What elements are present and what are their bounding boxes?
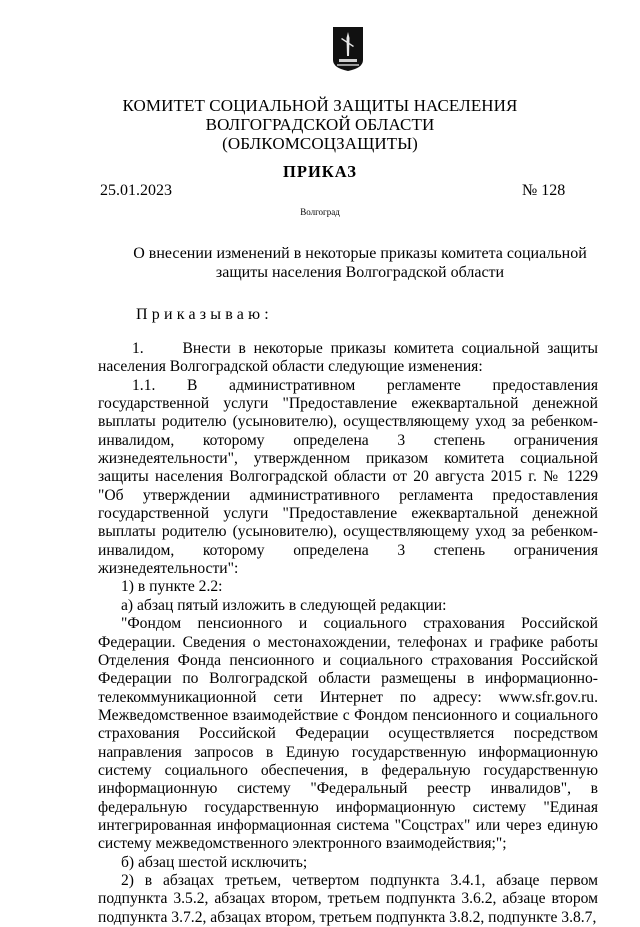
document-body	[98, 340, 602, 927]
paragraph-new-wording: "Фондом пенсионного и социального страхования Российской Федерации. Сведения о местонахождении, телефонах и графике работы Отделения Фонда пенсионного и социального страхования Российской Федерации по Волгоградской области размещены в информационно-телекоммуникационной сети Интернет по адресу: www.sfr.gov.ru. Межведомственное взаимодействие с Фондом пенсионного и социального страхования Российской Федерации осуществляется посредством направления запросов в Единую государственную информационную систему социального обеспечения, в федеральную государственную информационную систему "Федеральный реестр инвалидов", в федеральную государственную информационную систему "Единая интегрированная информационная система "Соцстрах" или через единую систему межведомственного электронного взаимодействия;";	[98, 615, 598, 853]
paragraph-subpoint-a: а) абзац пятый изложить в следующей редакции:	[121, 596, 447, 614]
document-title: ПРИКАЗ	[283, 162, 357, 181]
document-number: № 128	[522, 182, 566, 199]
paragraph-point-2: 2) в абзацах третьем, четвертом подпункта 3.4.1, абзаце первом подпункта 3.5.2, абзацах втором, третьем подпункта 3.6.2, абзаце втором подпункта 3.7.2, абзацах втором, третьем подпункта 3.8.2, подпункте 3.8.7,	[98, 871, 598, 926]
organization-header	[0, 96, 640, 153]
document-date: 25.01.2023	[100, 182, 172, 199]
org-line-1: КОМИТЕТ СОЦИАЛЬНОЙ ЗАЩИТЫ НАСЕЛЕНИЯ	[122, 96, 518, 115]
document-city: Волгоград	[300, 207, 340, 217]
paragraph-point-1: 1) в пункте 2.2:	[121, 578, 223, 596]
paragraph-1-1: 1.1. В административном регламенте предоставления государственной услуги "Предоставление ежеквартальной денежной выплаты родителю (усыновителю), осуществляющему уход за ребенком-инвалидом, которому определена 3 степень ограничения жизнедеятельности", утвержденном приказом комитета социальной защиты населения Волгоградской области от 20 августа 2015 г. № 1229 "Об утверждении административного регламента предоставления государственной услуги "Предоставление ежеквартальной денежной выплаты родителю (усыновителю), осуществляющему уход за ребенком-инвалидом, которому определена 3 степень ограничения жизнедеятельности":	[98, 376, 598, 578]
org-line-3: (ОБЛКОМСОЦЗАЩИТЫ)	[222, 134, 418, 153]
org-line-2: ВОЛГОГРАДСКОЙ ОБЛАСТИ	[205, 115, 435, 134]
paragraph-subpoint-b: б) абзац шестой исключить;	[121, 853, 308, 871]
paragraph-1: 1. Внести в некоторые приказы комитета социальной защиты населения Волгоградской области следующие изменения:	[98, 340, 602, 376]
decree-word: Приказываю:	[136, 306, 273, 323]
coat-of-arms-emblem	[332, 26, 364, 72]
document-subject: О внесении изменений в некоторые приказы комитета социальной защиты населения Волгоградской области	[133, 245, 587, 281]
